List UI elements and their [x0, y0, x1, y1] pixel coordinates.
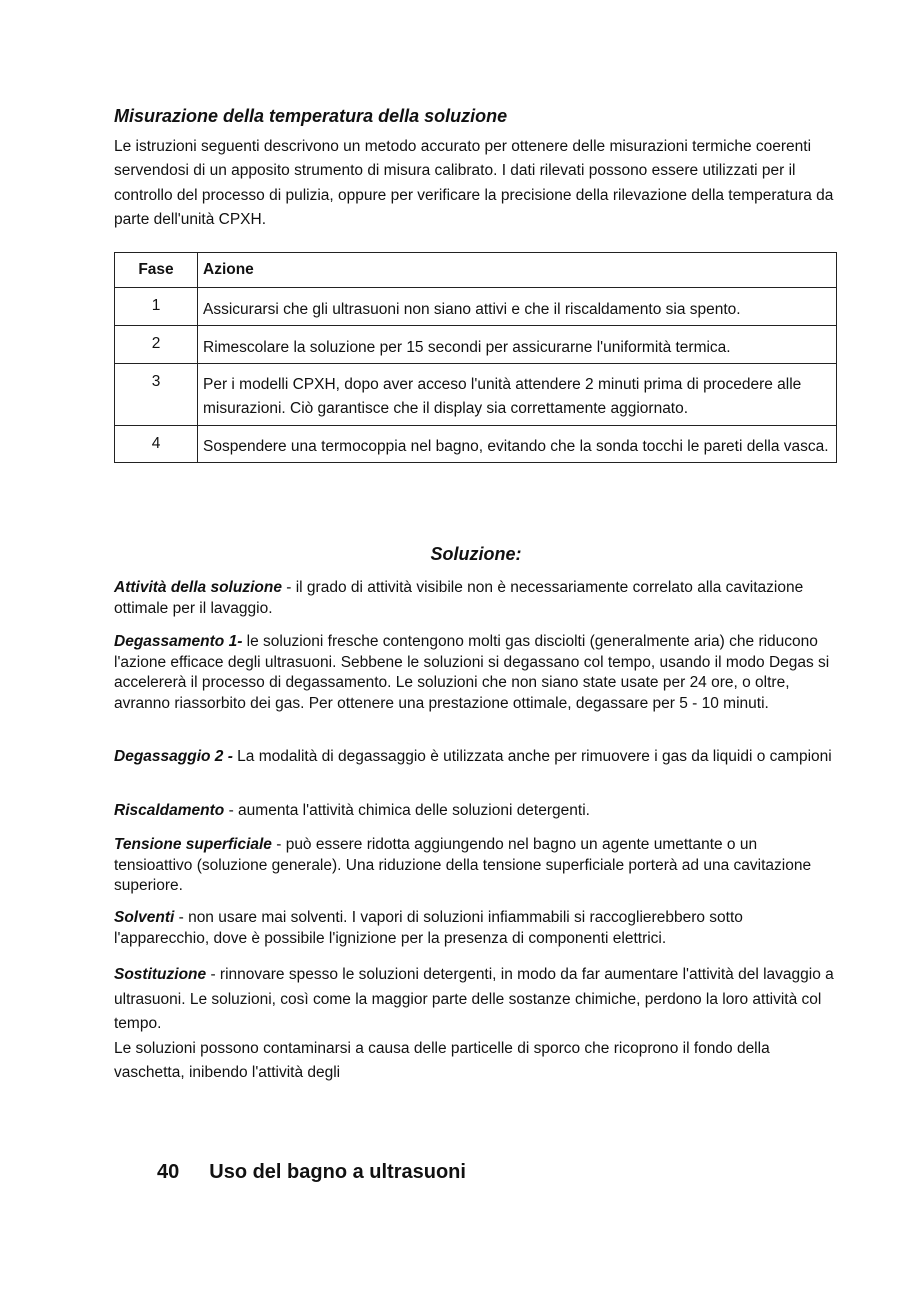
- paragraph-text: - rinnovare spesso le soluzioni detergenti, in modo da far aumentare l'attività del lavaggio a ultrasuoni. Le soluzioni, così come la maggior parte delle sostanze chimiche, perdono la loro attività col tempo.: [114, 966, 834, 1032]
- row-fase: 1: [115, 288, 198, 326]
- row-fase: 2: [115, 326, 198, 364]
- page-number: 40: [157, 1161, 180, 1183]
- paragraph-tensione: [114, 835, 838, 897]
- table-row: [115, 364, 837, 426]
- section-title: Misurazione della temperatura della soluzione: [114, 106, 508, 126]
- table-row: [115, 425, 837, 462]
- steps-table: [114, 252, 837, 463]
- table-header-row: [115, 253, 837, 288]
- header-fase: Fase: [115, 253, 198, 288]
- paragraph-term: Degassamento 1-: [114, 633, 243, 650]
- paragraph-degassamento: [114, 632, 838, 714]
- header-azione: Azione: [198, 253, 837, 288]
- page-footer: [157, 1161, 466, 1184]
- paragraph-solventi: [114, 908, 838, 949]
- paragraph-attivita: [114, 578, 838, 619]
- paragraph-text: - non usare mai solventi. I vapori di soluzioni infiammabili si raccoglierebbero sotto l'apparecchio, dove è possibile l'ignizione per la presenza di componenti elettrici.: [114, 909, 743, 947]
- paragraph-term: Sostituzione: [114, 966, 207, 983]
- paragraph-term: Tensione superficiale: [114, 836, 272, 853]
- paragraph-text: - può essere ridotta aggiungendo nel bagno un agente umettante o un tensioattivo (soluzione generale). Una riduzione della tensione superficiale porterà ad una cavitazione superiore.: [114, 836, 812, 894]
- solution-heading: Soluzione:: [430, 544, 522, 564]
- row-azione: Sospendere una termocoppia nel bagno, evitando che la sonda tocchi le pareti della vasca.: [198, 425, 837, 462]
- intro-paragraph: Le istruzioni seguenti descrivono un metodo accurato per ottenere delle misurazioni termiche coerenti servendosi di un apposito strumento di misura calibrato. I dati rilevati possono essere utilizzati per il controllo del processo di pulizia, oppure per verificare la precisione della rilevazione della temperatura da parte dell'unità CPXH.: [114, 138, 834, 228]
- paragraph-text: La modalità di degassaggio è utilizzata anche per rimuovere i gas da liquidi o campioni: [232, 748, 832, 765]
- row-azione: Rimescolare la soluzione per 15 secondi per assicurarne l'uniformità termica.: [198, 326, 837, 364]
- paragraph-text: le soluzioni fresche contengono molti gas disciolti (generalmente aria) che riducono l'azione efficace degli ultrasuoni. Sebbene le soluzioni si degassano col tempo, usando il modo Degas si accelererà il processo di degassamento. Le soluzioni che non siano state usate per 24 ore, o oltre, avranno riassorbito dei gas. Per ottenere una prestazione ottimale, degassare per 5 - 10 minuti.: [114, 633, 830, 712]
- paragraph-term: Solventi: [114, 909, 175, 926]
- footer-title: Uso del bagno a ultrasuoni: [209, 1161, 466, 1183]
- paragraph-term: Degassaggio 2 -: [114, 748, 233, 765]
- row-azione: Assicurarsi che gli ultrasuoni non siano attivi e che il riscaldamento sia spento.: [198, 288, 837, 326]
- paragraph-sostituzione: [114, 963, 838, 1086]
- paragraph-text: - aumenta l'attività chimica delle soluzioni detergenti.: [224, 802, 590, 819]
- paragraph-term: Riscaldamento: [114, 802, 225, 819]
- row-azione: Per i modelli CPXH, dopo aver acceso l'unità attendere 2 minuti prima di procedere alle misurazioni. Ciò garantisce che il display sia correttamente aggiornato.: [198, 364, 837, 426]
- table-row: [115, 288, 837, 326]
- table-row: [115, 326, 837, 364]
- paragraph-text: - il grado di attività visibile non è necessariamente correlato alla cavitazione ottimale per il lavaggio.: [114, 579, 804, 617]
- paragraph-riscaldamento: [114, 801, 838, 822]
- row-fase: 3: [115, 364, 198, 426]
- row-fase: 4: [115, 425, 198, 462]
- closing-text: Le soluzioni possono contaminarsi a causa delle particelle di sporco che ricoprono il fondo della vaschetta, inibendo l'attività degli: [114, 1039, 770, 1081]
- paragraph-term: Attività della soluzione: [114, 579, 282, 596]
- paragraph-degassaggio: [114, 747, 838, 768]
